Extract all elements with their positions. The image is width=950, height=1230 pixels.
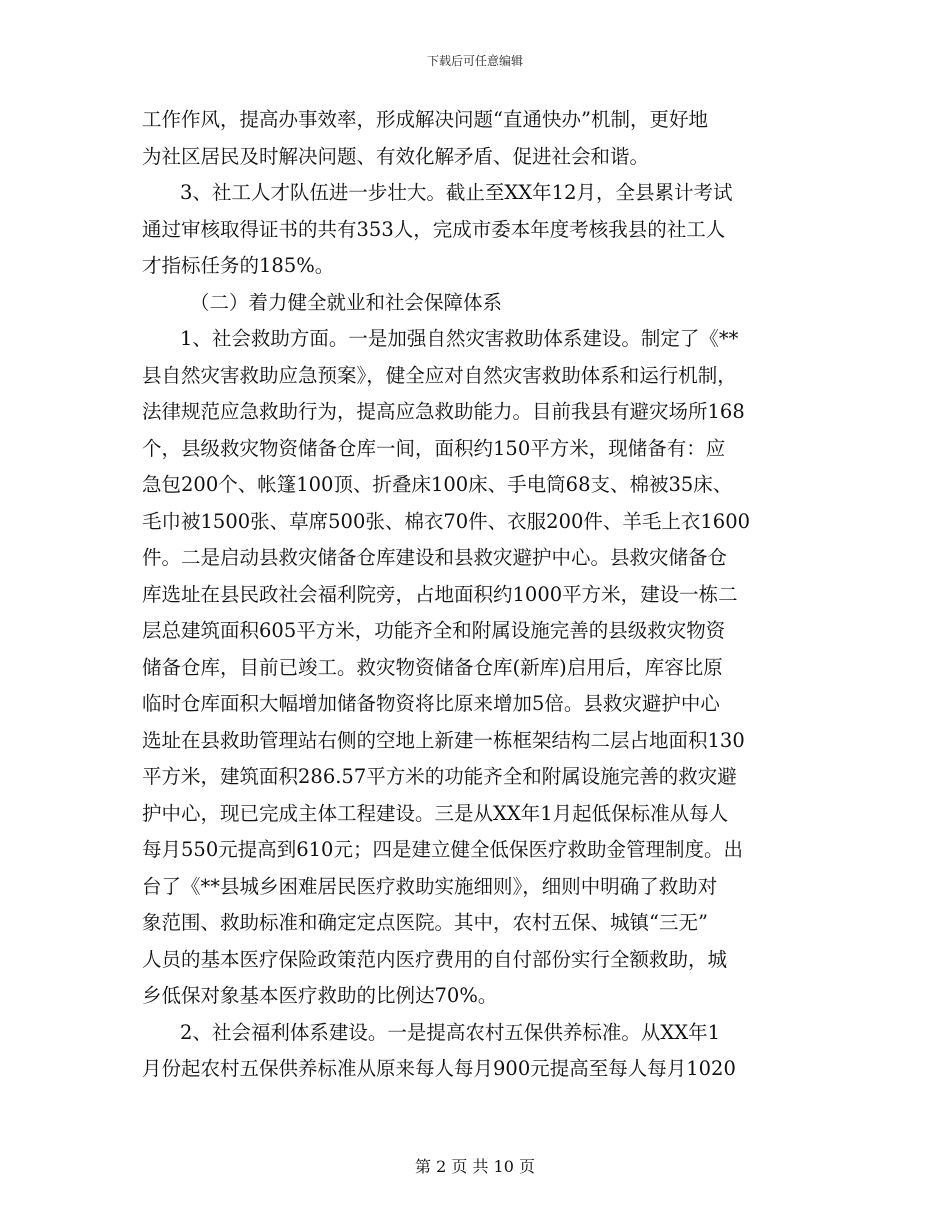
- paragraph-line: 选址在县救助管理站右侧的空地上新建一栋框架结构二层占地面积130: [142, 728, 745, 752]
- section-heading: （二）着力健全就业和社会保障体系: [190, 290, 503, 314]
- paragraph-line: 个，县级救灾物资储备仓库一间，面积约150平方米，现储备有：应: [142, 436, 726, 460]
- paragraph-line: 库选址在县民政社会福利院旁，占地面积约1000平方米，建设一栋二: [142, 582, 738, 606]
- paragraph-line: 才指标任务的185%。: [142, 254, 335, 277]
- paragraph-line: 每月550元提高到610元；四是建立健全低保医疗救助金管理制度。出: [142, 838, 743, 861]
- paragraph-line: 层总建筑面积605平方米，功能齐全和附属设施完善的县级救灾物资: [142, 619, 726, 642]
- page-header: 下载后可任意编辑: [426, 54, 523, 68]
- paragraph-line: 台了《**县城乡困难居民医疗救助实施细则》，细则中明确了救助对: [142, 874, 718, 898]
- paragraph-line: 乡低保对象基本医疗救助的比例达70%。: [142, 984, 498, 1007]
- paragraph-line: 2、社会福利体系建设。一是提高农村五保供养标准。从XX年1: [180, 1020, 721, 1044]
- paragraph-line: 法律规范应急救助行为，提高应急救助能力。目前我县有避灾场所168: [142, 400, 745, 423]
- paragraph-line: 储备仓库，目前已竣工。救灾物资储备仓库(新库)启用后，库容比原: [142, 655, 723, 679]
- paragraph-line: 3、社工人才队伍进一步壮大。截止至XX年12月，全县累计考试: [180, 181, 733, 204]
- paragraph-line: 护中心，现已完成主体工程建设。三是从XX年1月起低保标准从每人: [142, 801, 729, 825]
- paragraph-line: 象范围、救助标准和确定定点医院。其中，农村五保、城镇“三无”: [142, 911, 708, 934]
- paragraph-line: 临时仓库面积大幅增加储备物资将比原来增加5倍。县救灾避护中心: [142, 692, 720, 715]
- page-number: 第 2 页 共 10 页: [415, 1157, 535, 1176]
- paragraph-line: 急包200个、帐篷100顶、折叠床100床、手电筒68支、棉被35床、: [142, 473, 733, 496]
- paragraph-line: 平方米，建筑面积286.57平方米的功能齐全和附属设施完善的救灾避: [142, 765, 737, 788]
- paragraph-line: 为社区居民及时解决问题、有效化解矛盾、促进社会和谐。: [142, 144, 650, 168]
- paragraph-line: 工作作风，提高办事效率，形成解决问题“直通快办”机制，更好地: [142, 108, 708, 131]
- paragraph-line: 县自然灾害救助应急预案》，健全应对自然灾害救助体系和运行机制，: [142, 363, 737, 387]
- paragraph-line: 1、社会救助方面。一是加强自然灾害救助体系建设。制定了《**: [180, 327, 739, 350]
- document-body: [142, 102, 810, 1088]
- paragraph-line: 通过审核取得证书的共有353人，完成市委本年度考核我县的社工人: [142, 217, 726, 241]
- paragraph-line: 月份起农村五保供养标准从原来每人每月900元提高至每人每月1020: [142, 1057, 736, 1080]
- paragraph-line: 人员的基本医疗保险政策范内医疗费用的自付部份实行全额救助，城: [142, 947, 728, 971]
- paragraph-line: 毛巾被1500张、草席500张、棉衣70件、衣服200件、羊毛上衣1600: [142, 509, 751, 533]
- paragraph-line: 件。二是启动县救灾储备仓库建设和县救灾避护中心。县救灾储备仓: [142, 546, 728, 569]
